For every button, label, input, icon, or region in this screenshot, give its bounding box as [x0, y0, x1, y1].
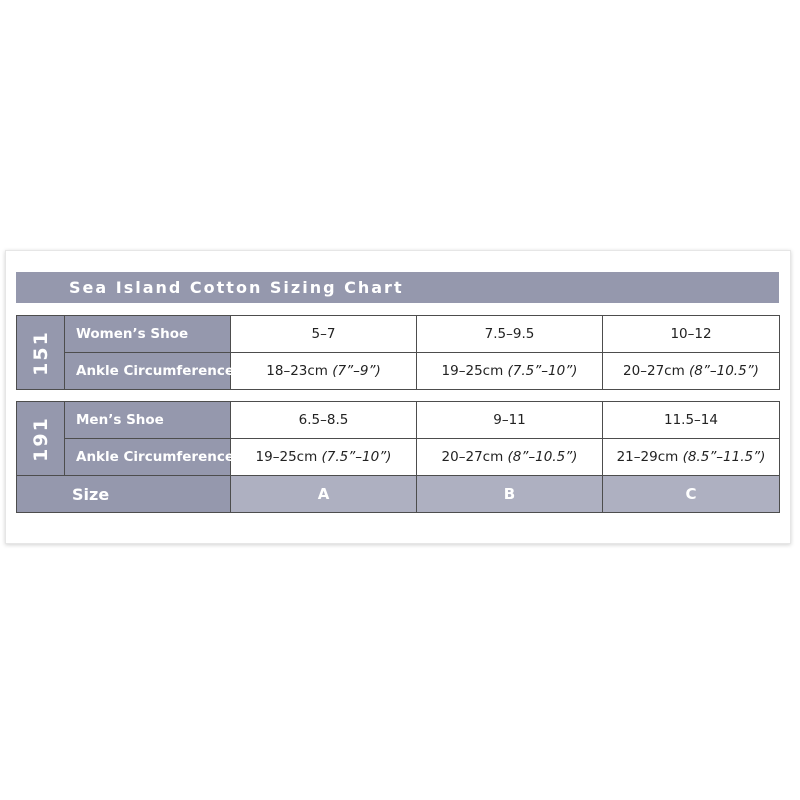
cell-value: 18–23cm [266, 363, 333, 379]
model-number: 191 [29, 415, 52, 462]
cell-inch: (7”–9”) [332, 363, 381, 379]
row-label-womens-shoe: Women’s Shoe [65, 316, 231, 353]
cell-inch: (7.5”–10”) [321, 449, 392, 465]
cell-inch: (8”–10.5”) [507, 449, 578, 465]
table-row [17, 439, 780, 476]
table-cell [231, 402, 417, 439]
row-label-ankle-circumference: Ankle Circumference [65, 439, 231, 476]
table-151 [16, 315, 780, 390]
model-151-label [17, 316, 65, 390]
row-label-ankle-circumference: Ankle Circumference [65, 353, 231, 390]
cell-value: 11.5–14 [664, 412, 718, 428]
cell-inch: (8”–10.5”) [689, 363, 759, 379]
table-cell [417, 316, 603, 353]
cell-value: 10–12 [670, 326, 712, 342]
size-a: A [231, 476, 417, 513]
row-label-mens-shoe: Men’s Shoe [65, 402, 231, 439]
table-cell [603, 316, 780, 353]
cell-value: 7.5–9.5 [484, 326, 535, 342]
table-row [17, 402, 780, 439]
cell-value: 20–27cm [623, 363, 690, 379]
size-row-label: Size [17, 476, 231, 513]
cell-value: 19–25cm [255, 449, 322, 465]
table-cell [231, 353, 417, 390]
table-cell [231, 439, 417, 476]
cell-value: 9–11 [493, 412, 526, 428]
model-number: 151 [29, 329, 52, 376]
table-row [17, 316, 780, 353]
table-191 [16, 401, 780, 513]
table-cell [603, 439, 780, 476]
cell-value: 19–25cm [441, 363, 508, 379]
table-cell [417, 353, 603, 390]
table-cell [603, 402, 780, 439]
size-b: B [417, 476, 603, 513]
table-cell [417, 439, 603, 476]
cell-value: 5–7 [311, 326, 336, 342]
model-191-label [17, 402, 65, 476]
table-cell [231, 316, 417, 353]
cell-inch: (8.5”–11.5”) [682, 449, 766, 465]
cell-value: 21–29cm [616, 449, 683, 465]
size-c: C [603, 476, 780, 513]
cell-value: 6.5–8.5 [298, 412, 349, 428]
size-row [17, 476, 780, 513]
cell-value: 20–27cm [441, 449, 508, 465]
cell-inch: (7.5”–10”) [507, 363, 578, 379]
table-cell [417, 402, 603, 439]
table-row [17, 353, 780, 390]
chart-title: Sea Island Cotton Sizing Chart [16, 272, 779, 303]
table-cell [603, 353, 780, 390]
